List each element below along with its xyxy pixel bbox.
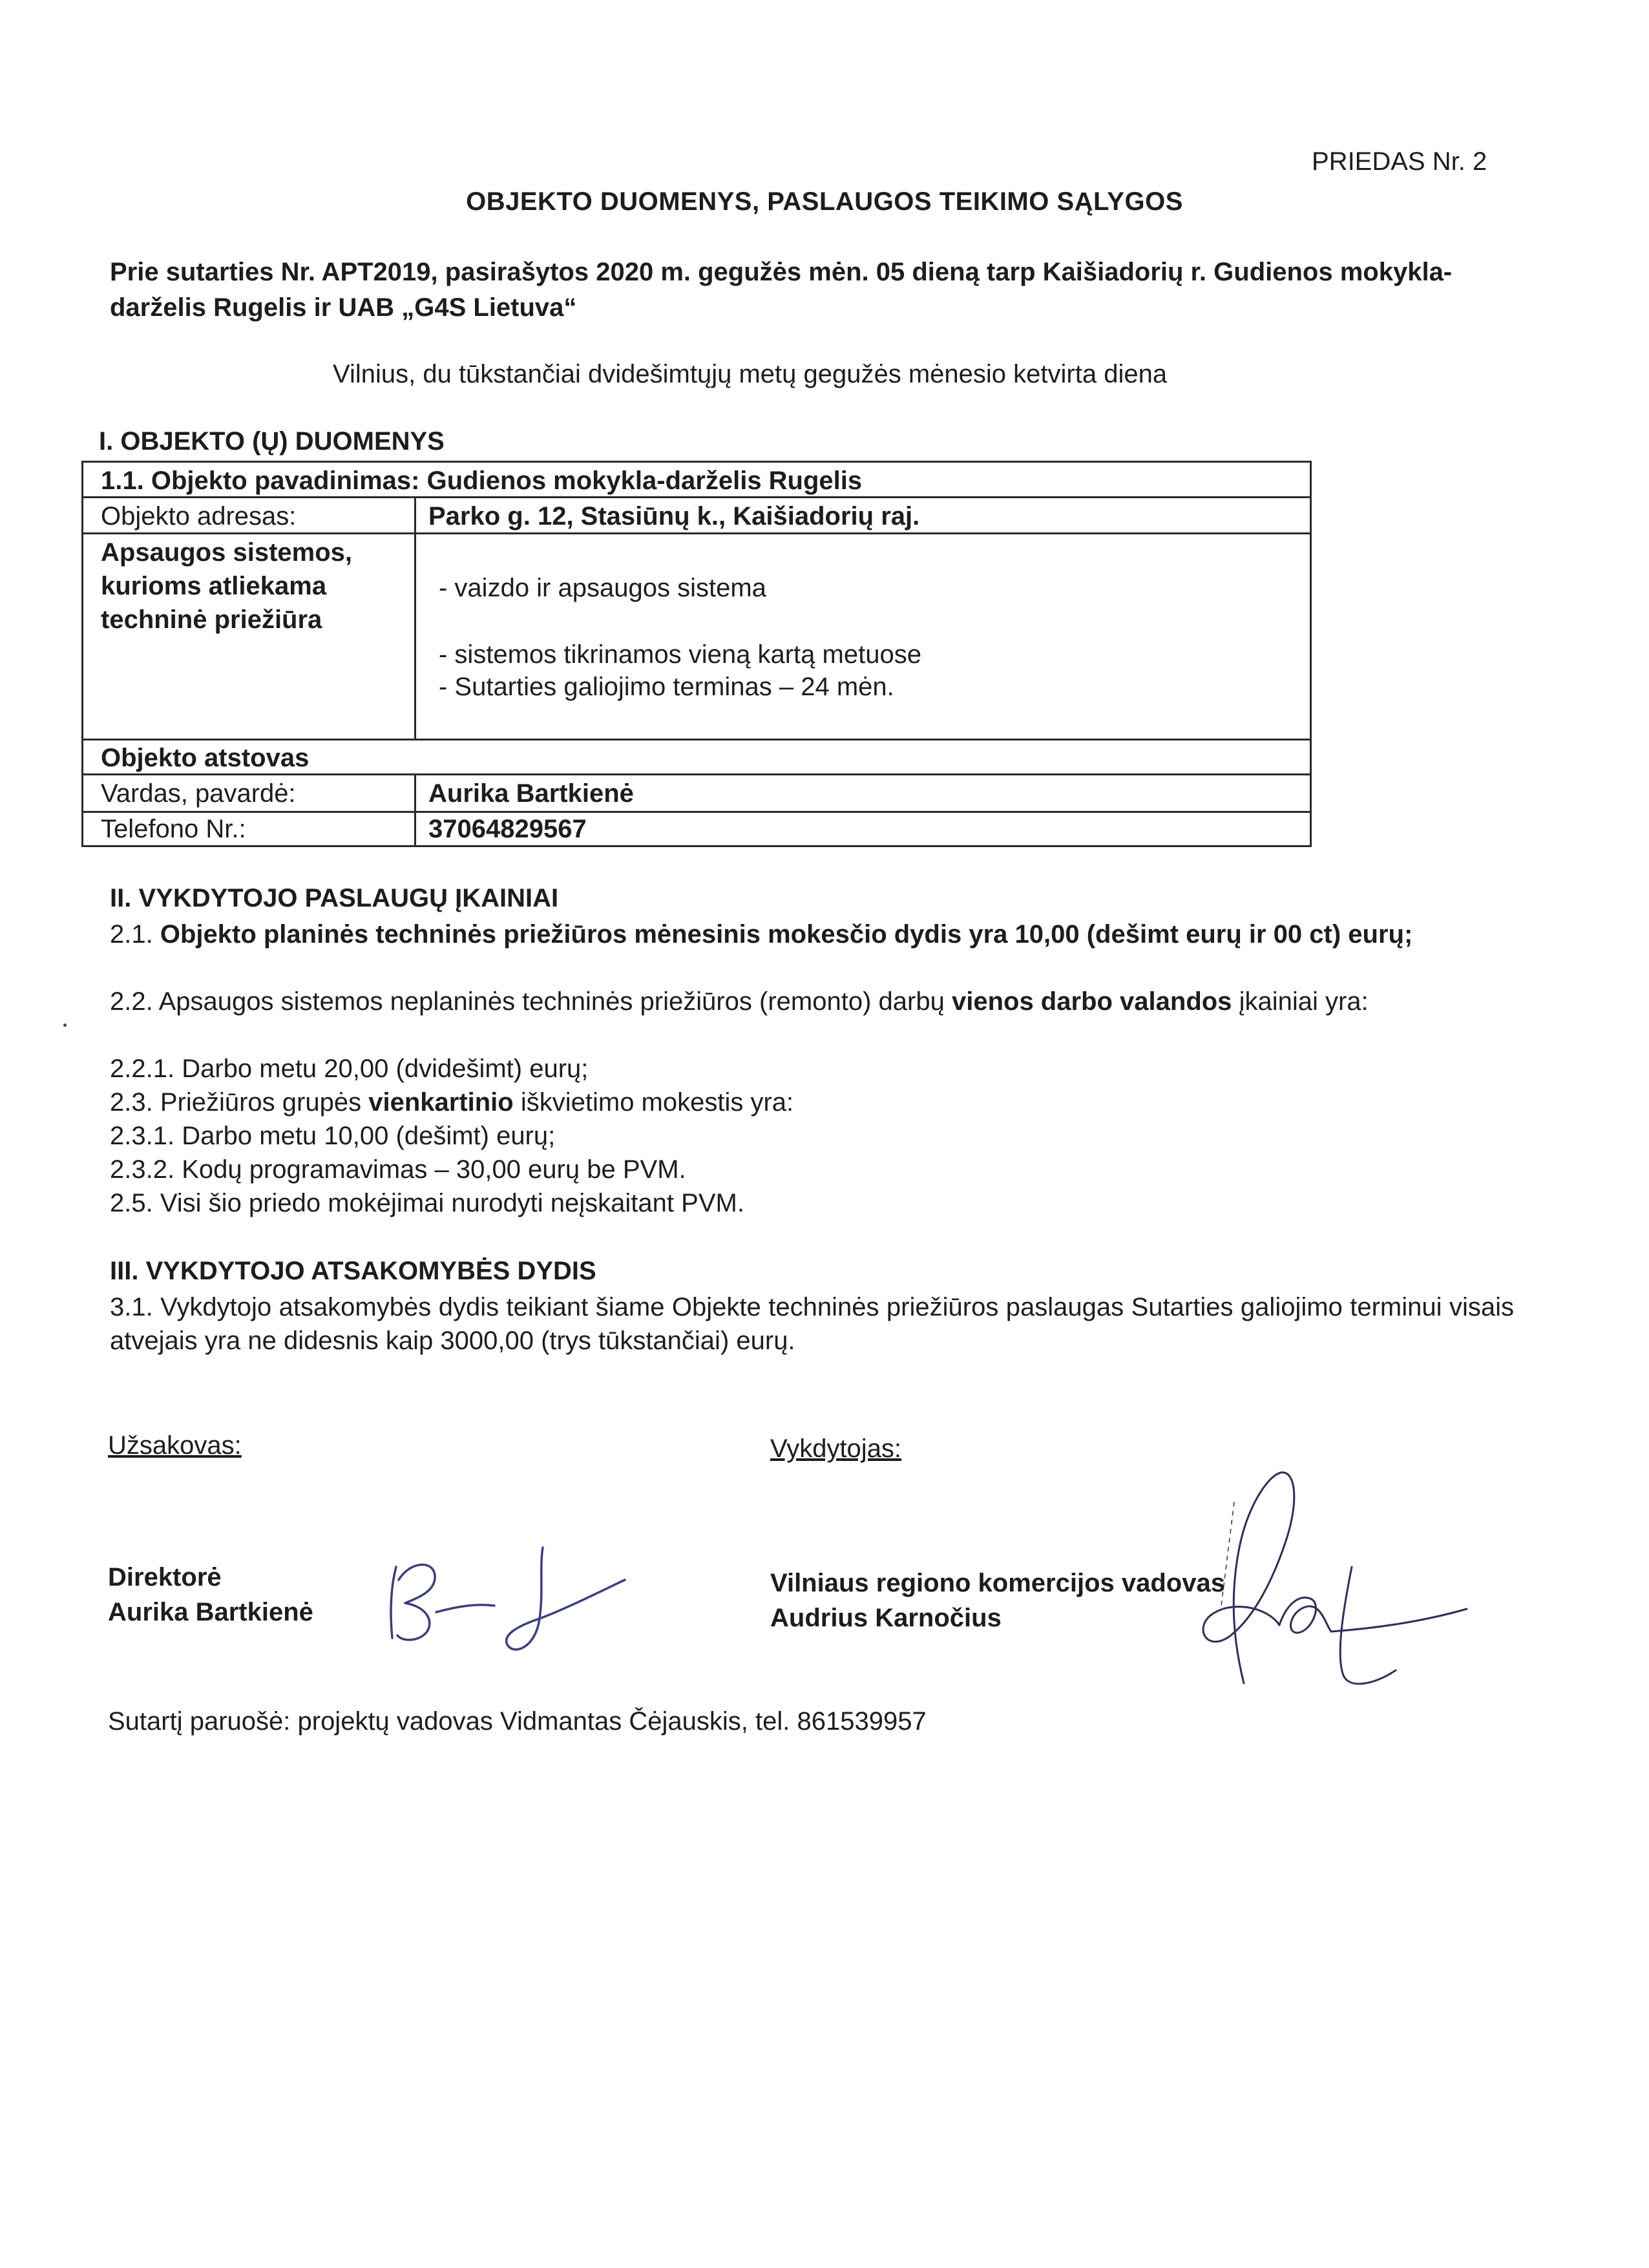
contract-intro bbox=[110, 255, 1518, 326]
address-value: Parko g. 12, Stasiūnų k., Kaišiadorių raj. bbox=[428, 502, 920, 530]
table-divider bbox=[83, 532, 1310, 534]
contractor-signature-icon bbox=[1182, 1464, 1473, 1696]
table-divider bbox=[414, 773, 416, 847]
client-role: Direktorė bbox=[108, 1563, 222, 1591]
section-3-heading: III. VYKDYTOJO ATSAKOMYBĖS DYDIS bbox=[110, 1257, 596, 1285]
clause-text: 2.2. Apsaugos sistemos neplaninės techninės priežiūros (remonto) darbų bbox=[110, 987, 945, 1016]
client-signature-icon bbox=[384, 1541, 630, 1670]
clause-emphasis: vienkartinio bbox=[368, 1088, 514, 1117]
clause-2-2-1: 2.2.1. Darbo metu 20,00 (dvidešimt) eurų; bbox=[110, 1055, 589, 1083]
table-divider bbox=[83, 811, 1310, 813]
client-label: Užsakovas: bbox=[108, 1431, 242, 1460]
check-note: - sistemos tikrinamos vieną kartą metuose bbox=[439, 640, 921, 669]
clause-2-5: 2.5. Visi šio priedo mokėjimai nurodyti neįskaitant PVM. bbox=[110, 1189, 744, 1217]
contractor-label: Vykdytojas: bbox=[770, 1434, 902, 1463]
clause-text: Objekto planinės techninės priežiūros mėnesinis mokesčio dydis yra 10,00 (dešimt eurų ir 00 ct) eurų; bbox=[160, 920, 1413, 949]
object-name: 1.1. Objekto pavadinimas: Gudienos mokykla-darželis Rugelis bbox=[101, 467, 863, 495]
section-2-heading: II. VYKDYTOJO PASLAUGŲ ĮKAINIAI bbox=[110, 884, 559, 912]
document-title: OBJEKTO DUOMENYS, PASLAUGOS TEIKIMO SĄLYGOS bbox=[466, 187, 1183, 216]
term-note: - Sutarties galiojimo terminas – 24 mėn. bbox=[439, 673, 894, 701]
name-label: Vardas, pavardė: bbox=[101, 779, 296, 808]
client-name: Aurika Bartkienė bbox=[108, 1598, 313, 1626]
annex-number: PRIEDAS Nr. 2 bbox=[1312, 147, 1487, 176]
phone-label: Telefono Nr.: bbox=[101, 815, 246, 843]
table-divider bbox=[414, 496, 416, 739]
contractor-name: Audrius Karnočius bbox=[770, 1604, 1002, 1632]
clause-text: iškvietimo mokestis yra: bbox=[520, 1088, 794, 1117]
table-divider bbox=[83, 773, 1310, 775]
systems-label: Apsaugos sistemos, kurioms atliekama techninė priežiūra bbox=[101, 538, 353, 634]
clause-2-1 bbox=[110, 918, 1467, 951]
intro-text: Prie sutarties Nr. APT2019, pasirašytos 2020 m. gegužės mėn. 05 dieną tarp Kaišiadorių r. Gudienos mokykla-darželis Rugelis ir UAB „G4S Lietuva“ bbox=[110, 258, 1453, 322]
table-divider bbox=[83, 496, 1310, 498]
systems-value: - vaizdo ir apsaugos sistema bbox=[439, 574, 766, 602]
table-divider bbox=[83, 739, 1310, 740]
address-label: Objekto adresas: bbox=[101, 502, 297, 530]
phone-value: 37064829567 bbox=[428, 815, 587, 843]
clause-2-3-1: 2.3.1. Darbo metu 10,00 (dešimt) eurų; bbox=[110, 1122, 556, 1150]
clause-text: 2.3. Priežiūros grupės bbox=[110, 1088, 362, 1117]
name-value: Aurika Bartkienė bbox=[428, 779, 634, 808]
clause-text: įkainiai yra: bbox=[1239, 987, 1369, 1016]
clause-emphasis: vienos darbo valandos bbox=[951, 987, 1232, 1016]
clause-2-3-2: 2.3.2. Kodų programavimas – 30,00 eurų be PVM. bbox=[110, 1155, 686, 1184]
clause-3-1: 3.1. Vykdytojo atsakomybės dydis teikiant šiame Objekte techninės priežiūros paslaugas Sutarties galiojimo terminui visais atvejais yra ne didesnis kaip 3000,00 (trys tūkstančiai) eurų. bbox=[110, 1293, 1514, 1355]
contractor-role: Vilniaus regiono komercijos vadovas bbox=[770, 1569, 1225, 1597]
prepared-by: Sutartį paruošė: projektų vadovas Vidmantas Čėjauskis, tel. 861539957 bbox=[108, 1707, 927, 1736]
place-date: Vilnius, du tūkstančiai dvidešimtųjų metų gegužės mėnesio ketvirta diena bbox=[333, 360, 1168, 388]
scan-speck bbox=[63, 1024, 67, 1027]
object-data-table bbox=[81, 461, 1312, 847]
clause-2-3 bbox=[110, 1086, 793, 1119]
section-1-heading: I. OBJEKTO (Ų) DUOMENYS bbox=[99, 427, 445, 456]
clause-number: 2.1. bbox=[110, 920, 153, 949]
representative-heading: Objekto atstovas bbox=[101, 744, 310, 772]
clause-2-2 bbox=[110, 985, 1467, 1018]
